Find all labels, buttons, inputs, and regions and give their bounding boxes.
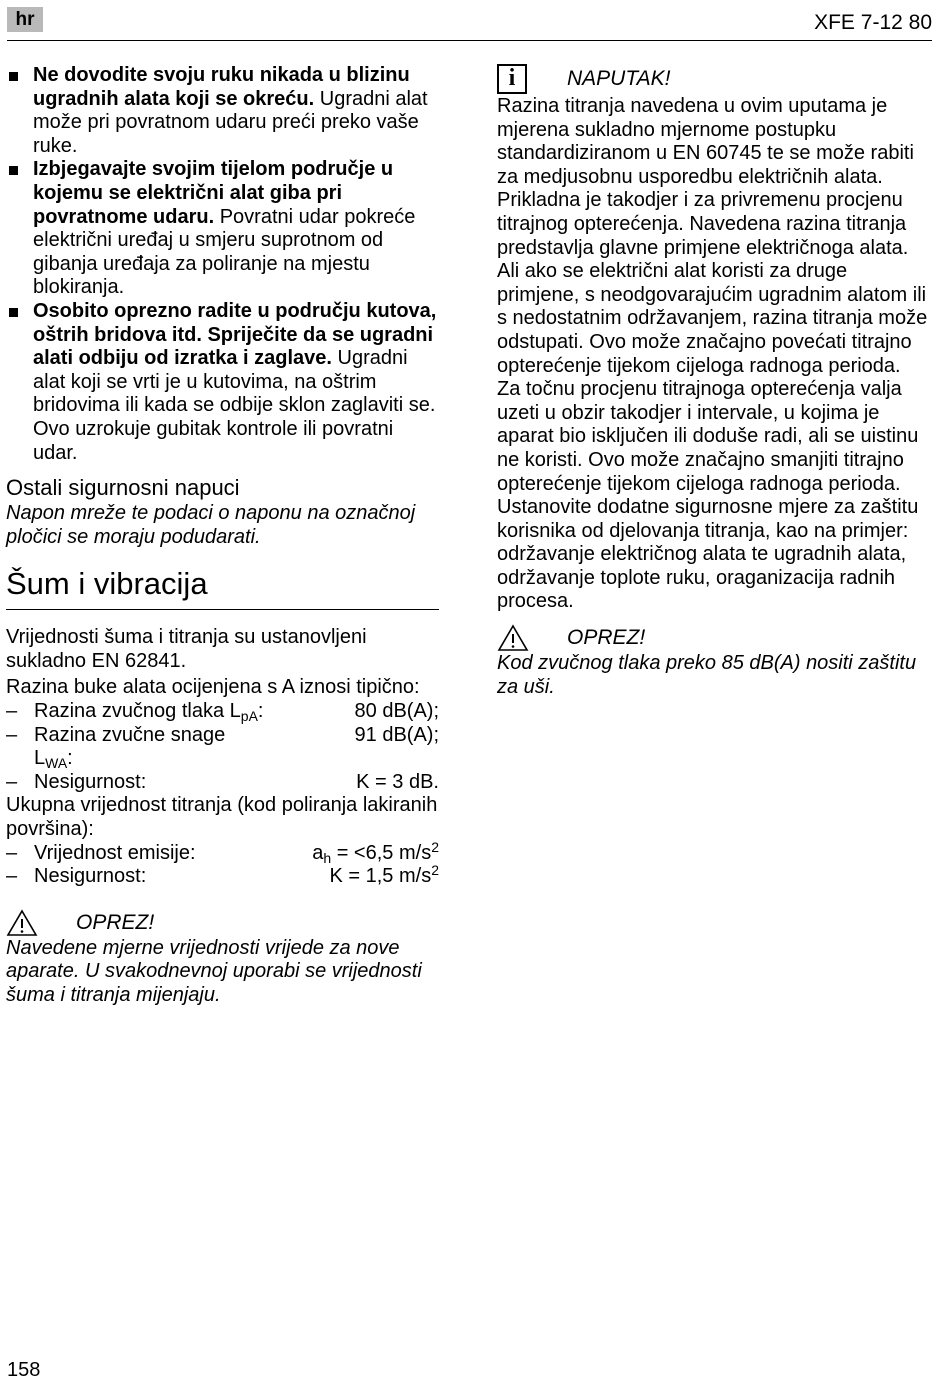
vibration-row-value: K = 1,5 $m/s^2$	[329, 862, 439, 888]
caution-title: OPREZ!	[76, 911, 155, 935]
noise-row-value: K = 3 dB.	[356, 770, 439, 793]
vibration-row-label: Nesigurnost:	[34, 865, 147, 888]
page-number: 158	[7, 1359, 41, 1381]
noise-row-value: 80 dB(A);	[354, 700, 439, 723]
note-header	[497, 64, 932, 94]
bullet-bold-text: Osobito oprezno radite u području kutova, oštrih bridova itd. Spriječite da se ugradni alati odbiju od izratka i zaglave.	[33, 299, 437, 370]
bullet-square-icon	[9, 166, 18, 175]
note-paragraph: Razina titranja navedena u ovim uputama je mjerena sukladno mjernome postupku standardiziranom u EN 60745 te se može rabiti za medjusobnu usporedbu električnih alata. Prikladna je takodjer i za privremenu procjenu titrajnog opterećenja. Navedena razina titranja predstavlja glavne primjene električnoga alata. Ali ako se električni alat koristi za druge primjene, s neodgovarajućim ugradnim alatom ili s nedostatnim održavanjem, razina titranja može odstupati. Ovo može značajno povećati titrajno opterećenje tijekom cijeloga radnoga perioda.	[497, 95, 928, 377]
vibration-row-label: Vrijednost emisije:	[34, 841, 196, 864]
caution-header	[497, 624, 932, 652]
bullet-text: Ugradni alat može pri povratnom udaru preći preko vaše ruke.	[33, 87, 428, 157]
dash: –	[6, 841, 18, 864]
bullet-bold-text: Izbjegavajte svojim tijelom područje u kojemu se električni alat giba pri povratnome udaru.	[33, 158, 394, 228]
vibration-row	[6, 862, 439, 889]
vibration-row-value: $a_h = <6,5$ $m/s^2$	[312, 838, 439, 866]
noise-row-value: 91 dB(A);	[354, 723, 439, 746]
caution-text: Kod zvučnog tlaka preko 85 dB(A) nositi zaštitu za uši.	[497, 652, 917, 698]
noise-heading: Šum i vibracija	[6, 565, 439, 610]
bullet-square-icon	[9, 308, 18, 317]
noise-level-intro: Razina buke alata ocijenjena s A iznosi tipično:	[6, 676, 420, 699]
note-title: NAPUTAK!	[567, 67, 671, 91]
right-column	[497, 64, 932, 699]
vibration-row	[6, 838, 439, 866]
note-paragraph: Za točnu procjenu titrajnoga opterećenja valja uzeti u obzir takodjer i intervale, u kojima je aparat bio isključen ili doduše radi, ali se uistinu ne koristi. Ovo može značajno smanjiti titrajno opterećenje tijekom cijeloga radnoga perioda.	[497, 378, 919, 495]
noise-row	[6, 771, 439, 795]
bullet-text: Ugradni alat koji se vrti je u kutovima, na oštrim bridovima ili kada se odbije sklon zaglaviti se. Ovo uzrokuje gubitak kontrole ili povratni udar.	[33, 347, 436, 464]
info-icon: i	[497, 64, 527, 94]
bullet-square-icon	[9, 72, 18, 81]
warning-triangle-icon	[497, 624, 529, 652]
language-tag: hr	[7, 7, 43, 32]
bullet-item	[6, 300, 439, 465]
noise-row	[6, 700, 439, 724]
other-safety-text: Napon mreže te podaci o naponu na označnoj pločici se moraju podudarati.	[6, 502, 416, 548]
header-rule	[7, 40, 932, 41]
bullet-item	[6, 64, 439, 158]
dash: –	[6, 723, 18, 746]
bullet-text: Povratni udar pokreće električni uređaj u smjeru suprotnom od gibanja uređaja za poliranje na mjestu blokiranja.	[33, 205, 416, 299]
caution-header	[6, 909, 439, 937]
noise-intro: Vrijednosti šuma i titranja su ustanovljeni sukladno EN 62841.	[6, 626, 367, 672]
dash: –	[6, 700, 18, 723]
left-column	[6, 64, 439, 1008]
vibration-intro: Ukupna vrijednost titranja (kod poliranja lakiranih površina):	[6, 794, 438, 841]
caution-text: Navedene mjerne vrijednosti vrijede za nove aparate. U svakodnevnoj uporabi se vrijednosti šuma i titranja mijenjaju.	[6, 936, 422, 1006]
caution-title: OPREZ!	[567, 626, 646, 650]
model-name: XFE 7-12 80	[814, 11, 932, 34]
dash: –	[6, 770, 18, 793]
noise-row-label: Razina zvučnog tlaka $L_{pA}$:	[34, 700, 264, 725]
bullet-bold-text: Ne dovodite svoju ruku nikada u blizinu ugradnih alata koji se okreću.	[33, 64, 410, 110]
note-paragraph: Ustanovite dodatne sigurnosne mjere za zaštitu korisnika od djelovanja titranja, kao na primjer: održavanje električnog alata te ugradnih alata, održavanje toplote ruku, oraganizacija radnih procesa.	[497, 496, 919, 613]
other-safety-heading: Ostali sigurnosni napuci	[6, 475, 240, 501]
dash: –	[6, 865, 18, 888]
noise-row	[6, 724, 439, 771]
noise-row-label: Nesigurnost:	[34, 770, 147, 793]
warning-triangle-icon	[6, 909, 38, 937]
bullet-item	[6, 158, 439, 300]
noise-row-label: Razina zvučne snage $L_{WA}$:	[34, 723, 226, 772]
